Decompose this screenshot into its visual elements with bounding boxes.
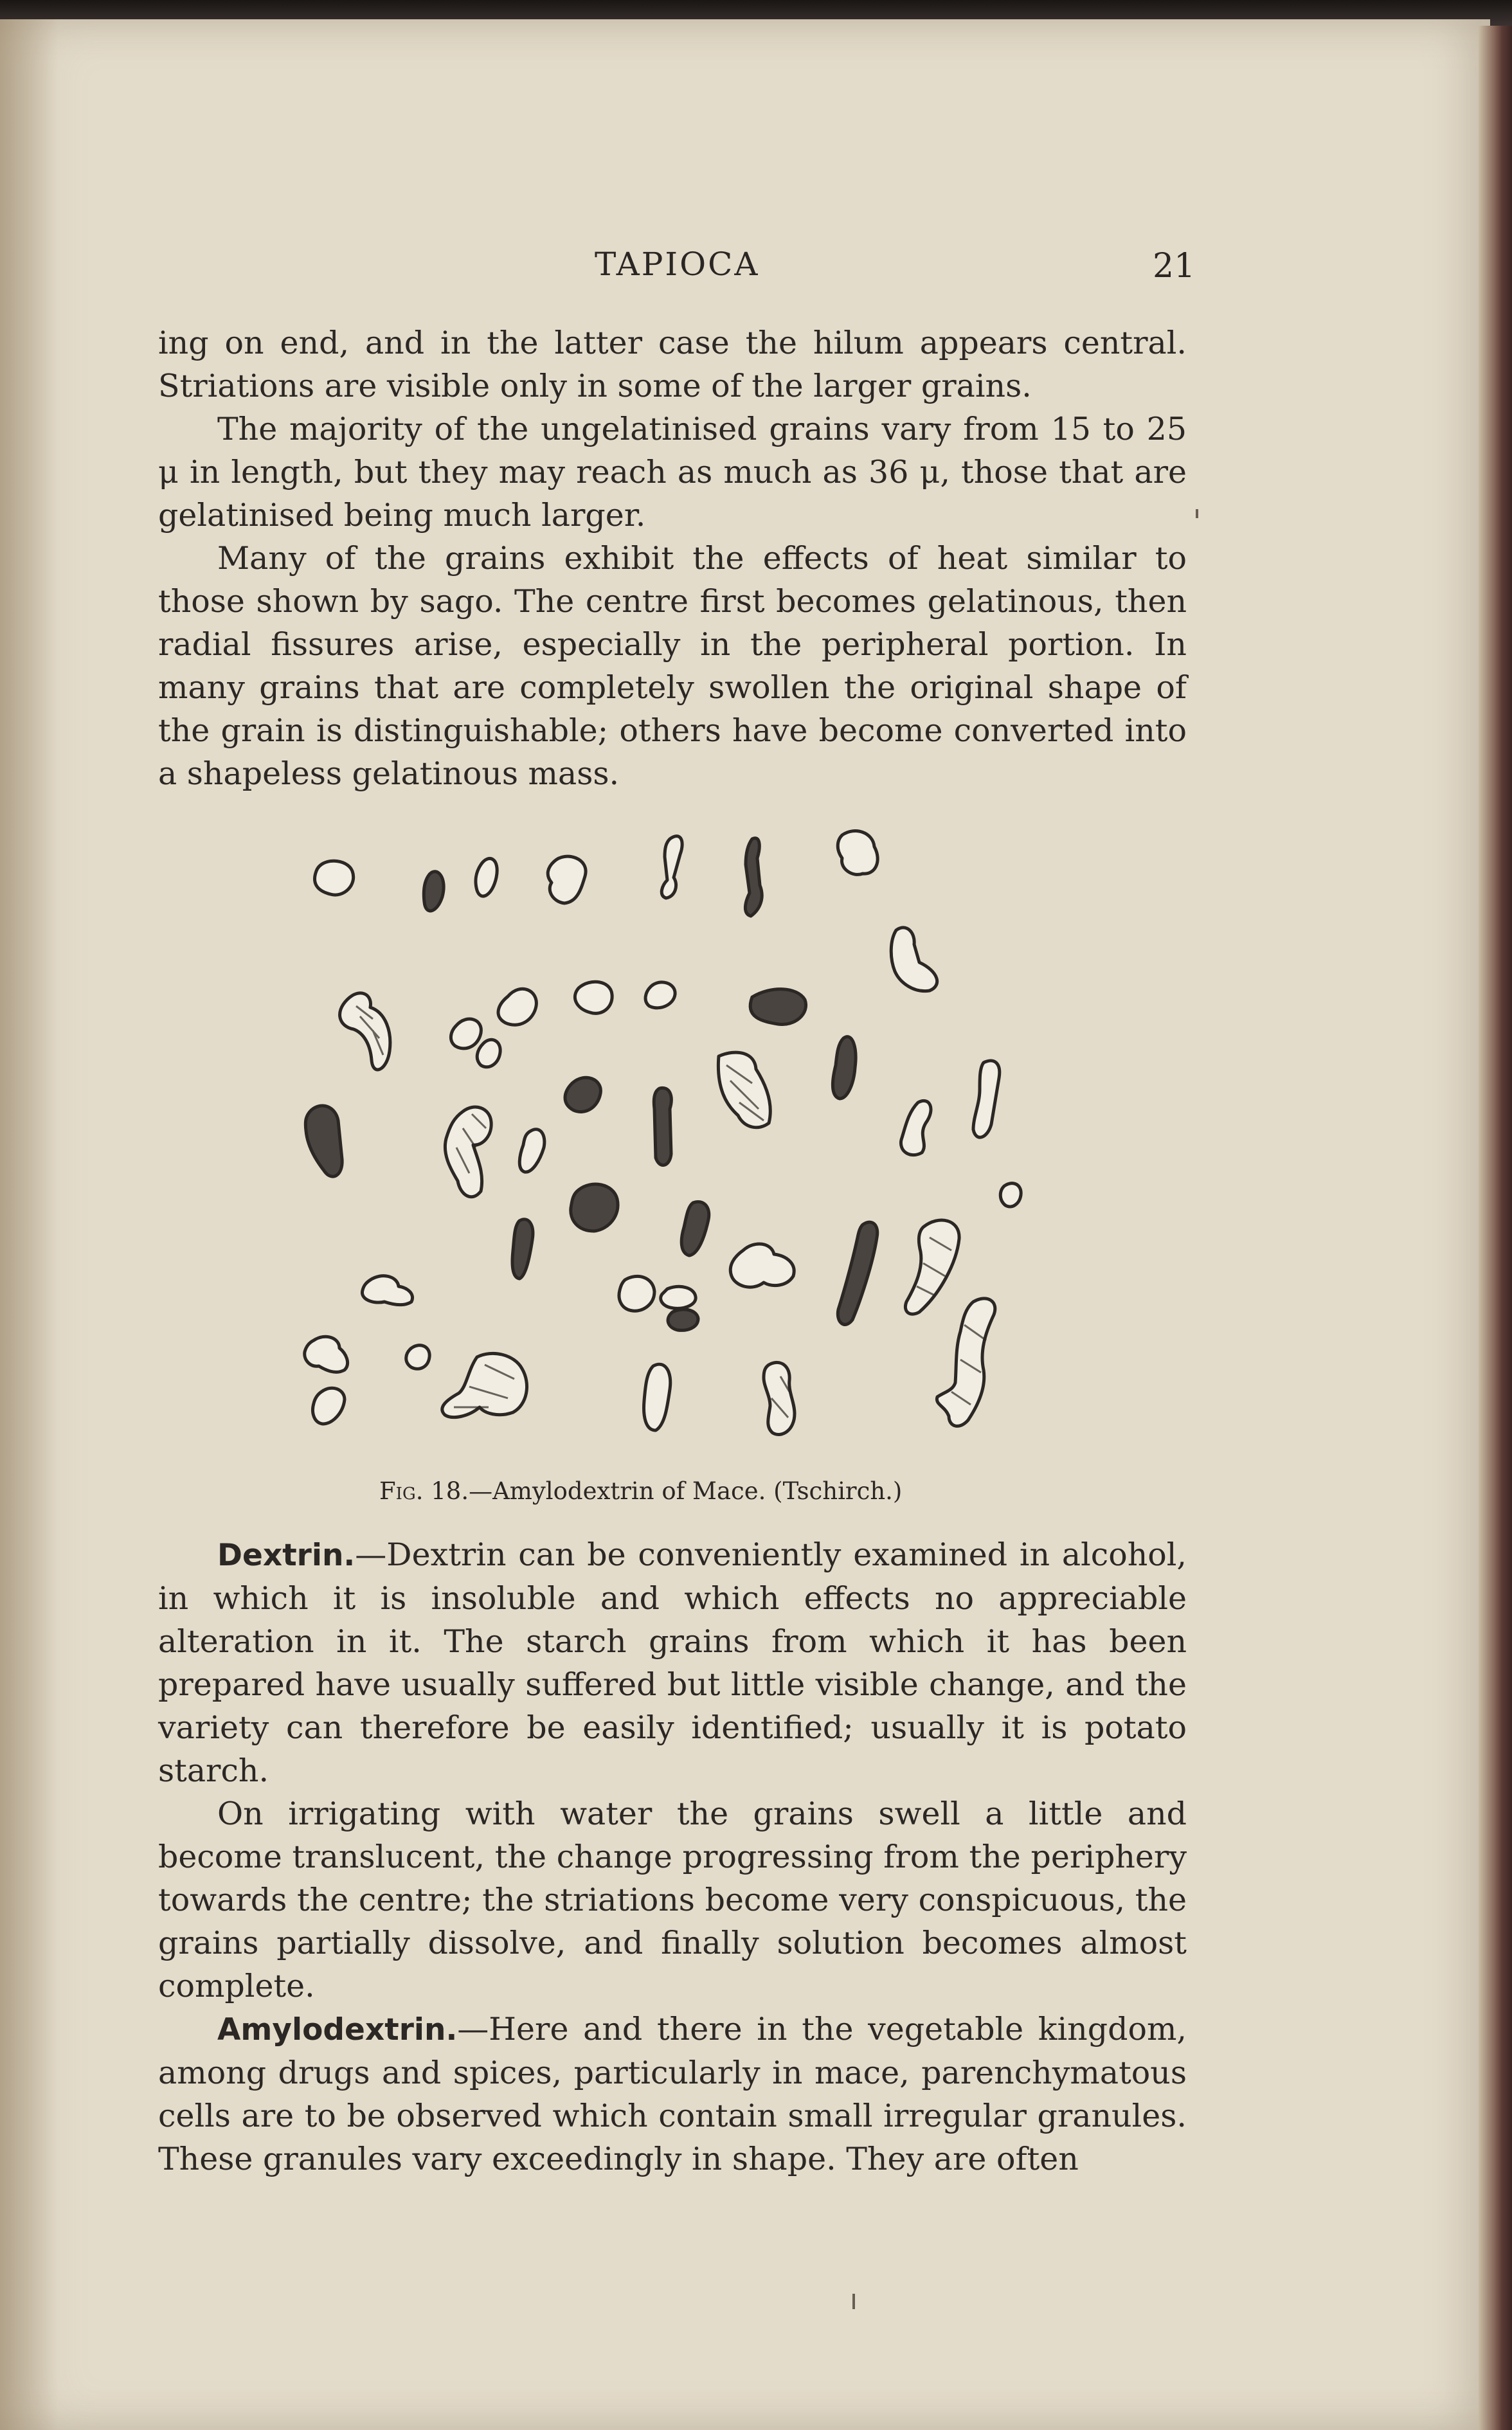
page-number: 21 [1153, 247, 1196, 285]
page-header [0, 246, 1512, 297]
grain [548, 856, 586, 903]
grain [571, 1184, 618, 1231]
grain [1000, 1184, 1021, 1207]
paragraph-heat-effects: Many of the grains exhibit the effects of heat similar to those shown by sago. The centre first becomes gelatinous, then radial fissures arise, especially in the peripheral portion. In many grains that are completely swollen the original shape of the grain is distinguishable; others have become converted into a shapeless gelatinous mass. [158, 540, 1187, 792]
grain [661, 1286, 696, 1308]
grain [406, 1346, 429, 1369]
running-title: TAPIOCA [595, 246, 760, 283]
bottom-text-block [158, 1533, 1187, 2181]
dextrin-text: —Dextrin can be conveniently examined in alcohol, in which it is insoluble and which effects no appreciable alteration in it. The starch grains from which it has been prepared have usually suffered but little visible change, and the variety can therefore be easily identified; usually it is potato starch. [158, 1536, 1187, 1789]
grain [662, 836, 682, 898]
gutter-shadow [0, 19, 58, 2430]
grain [512, 1220, 533, 1279]
grain [519, 1130, 544, 1172]
grain [838, 831, 878, 875]
amylodextrin-heading: Amylodextrin. [217, 2012, 458, 2048]
paragraph-irrigation: On irrigating with water the grains swell a little and become translucent, the change progressing from the periphery towards the centre; the striations become very conspicuous, the grains partially dissolve, and finally solution becomes almost complete. [158, 1796, 1187, 2004]
caption-label: Fig. 18. [379, 1477, 469, 1505]
grain [905, 1220, 959, 1314]
grain [451, 1019, 481, 1048]
grain [668, 1310, 698, 1330]
grain [477, 1040, 500, 1066]
grain [313, 1388, 345, 1424]
grain [718, 1052, 770, 1128]
grain [681, 1202, 709, 1256]
grain [575, 982, 612, 1013]
grain [973, 1061, 1000, 1137]
grain [565, 1077, 600, 1112]
grain [305, 1106, 342, 1176]
figure-caption [379, 1477, 902, 1505]
grain [305, 1336, 348, 1372]
grain [645, 982, 675, 1008]
grain [750, 989, 806, 1025]
paragraph-dextrin [158, 1533, 1187, 1792]
grain [644, 1364, 670, 1430]
grain [498, 989, 536, 1025]
grain [745, 838, 762, 916]
grain [901, 1101, 931, 1155]
paragraph-continuation: ing on end, and in the latter case the hilum appears central. Striations are visible only in some of the larger grains. [158, 325, 1187, 404]
grain [891, 928, 937, 991]
grain [424, 872, 444, 911]
caption-text: —Amylodextrin of Mace. (Tschirch.) [469, 1477, 903, 1505]
grain [476, 858, 497, 896]
stray-mark [1196, 509, 1198, 518]
stray-mark [852, 2294, 855, 2309]
grain [340, 993, 390, 1070]
paragraph-amylodextrin [158, 2008, 1187, 2181]
grain [730, 1244, 794, 1287]
figure-18 [276, 826, 1067, 1482]
paragraph-grain-size: The majority of the ungelatinised grains vary from 15 to 25 μ in length, but they may reach as much as 36 μ, those that are gelatinised being much larger. [158, 411, 1187, 534]
grain [619, 1276, 654, 1311]
dextrin-heading: Dextrin. [217, 1538, 356, 1573]
page-edge [1479, 26, 1512, 2430]
grain [833, 1037, 856, 1099]
grain [838, 1222, 877, 1324]
grain [654, 1088, 671, 1165]
amylodextrin-text: —Here and there in the vegetable kingdom, among drugs and spices, particularly in mace, parenchymatous cells are to be observed which contain small irregular granules. These granules vary exceedingly in shape. They are often [158, 2011, 1187, 2177]
grain [362, 1276, 412, 1305]
grain [445, 1107, 491, 1197]
top-text-block [158, 321, 1187, 795]
grain [764, 1362, 795, 1434]
amylodextrin-illustration [276, 826, 1067, 1482]
grain [315, 861, 354, 895]
